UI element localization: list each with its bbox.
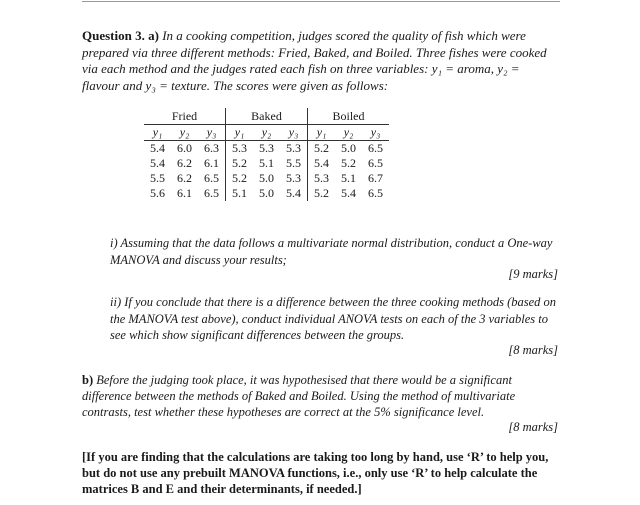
group-boiled: Boiled (308, 108, 390, 125)
group-baked: Baked (226, 108, 308, 125)
part-b-marks: [8 marks] (508, 420, 558, 434)
question-label: Question 3. (82, 28, 145, 43)
table-cell: 5.0 (341, 141, 356, 155)
table-cell: 5.2 (314, 186, 329, 200)
top-rule (82, 1, 560, 2)
table-cell: 5.4 (150, 156, 165, 170)
group-fried: Fried (144, 108, 226, 125)
var-header: y₁ (226, 125, 254, 141)
scores-table (144, 108, 389, 201)
table-cell: 5.2 (314, 141, 329, 155)
table-cell: 5.3 (314, 171, 329, 185)
table-cell: 6.5 (198, 171, 226, 186)
table-cell: 5.1 (232, 186, 247, 200)
var-header: y₁ (144, 125, 171, 141)
var-header: y₂ (171, 125, 198, 141)
table-cell: 5.3 (280, 171, 308, 186)
table-cell: 5.3 (280, 141, 308, 157)
part-i-text: i) Assuming that the data follows a multivariate normal distribution, conduct a One-way MANOVA and discuss your results; (110, 236, 553, 267)
group-header-row (144, 108, 389, 125)
question-intro (82, 28, 560, 94)
table-cell: 5.3 (259, 141, 274, 155)
table-cell: 5.0 (259, 171, 274, 185)
table-cell: 6.3 (198, 141, 226, 157)
table-cell: 6.5 (368, 186, 383, 200)
part-b-text: Before the judging took place, it was hypothesised that there would be a significant difference between the methods of Baked and Boiled. Using the method of multivariate contrasts, test whether these hypotheses are correct at the 5% significance level. (82, 373, 516, 419)
table-row (144, 171, 389, 186)
table-cell: 6.7 (368, 171, 383, 185)
table-cell: 6.5 (368, 156, 383, 170)
question-text: In a cooking competition, judges scored the quality of fish which were prepared via three different methods: Fried, Baked, and Boiled. Three fishes were cooked via each method and the judges rated each fish on three variables: y₁ = aroma, y₂ = flavour and y₃ = texture. The scores were given as follows: (82, 28, 547, 93)
table-cell: 5.6 (150, 186, 165, 200)
table-cell: 5.4 (314, 156, 329, 170)
table-cell: 6.1 (177, 186, 192, 200)
table-cell: 5.1 (259, 156, 274, 170)
table-body (144, 141, 389, 202)
table-cell: 5.5 (280, 156, 308, 171)
var-header: y₃ (280, 125, 308, 141)
table-row (144, 141, 389, 157)
var-header: y₂ (253, 125, 280, 141)
table-cell: 5.2 (232, 171, 247, 185)
table-cell: 5.4 (341, 186, 356, 200)
table-cell: 6.0 (177, 141, 192, 155)
part-ii-text: ii) If you conclude that there is a difference between the three cooking methods (based on the MANOVA test above), conduct individual ANOVA tests on each of the 3 variables to see which show significant differences between the groups. (110, 295, 557, 342)
var-header: y₃ (362, 125, 389, 141)
table-cell: 5.3 (232, 141, 247, 155)
part-i-marks: [9 marks] (508, 267, 558, 281)
var-header: y₁ (308, 125, 336, 141)
table-cell: 5.5 (150, 171, 165, 185)
part-b (82, 372, 560, 420)
part-ii-marks: [8 marks] (508, 343, 558, 357)
footnote: [If you are finding that the calculations are taking too long by hand, use ‘R’ to help you, but do not use any prebuilt MANOVA functions, i.e., only use ‘R’ to help calculate the matrices B and E and their determinants, if needed.] (82, 450, 549, 496)
table-cell: 5.0 (259, 186, 274, 200)
var-header: y₃ (198, 125, 226, 141)
variable-header-row (144, 125, 389, 141)
table-row (144, 186, 389, 201)
table-row (144, 156, 389, 171)
table-cell: 5.4 (280, 186, 308, 201)
var-header: y₂ (335, 125, 362, 141)
table-cell: 5.2 (232, 156, 247, 170)
table-cell: 5.1 (341, 171, 356, 185)
table-cell: 6.1 (198, 156, 226, 171)
table-cell: 5.2 (341, 156, 356, 170)
table-cell: 6.2 (177, 156, 192, 170)
table-cell: 6.2 (177, 171, 192, 185)
part-a-label: a) (148, 28, 159, 43)
table-cell: 5.4 (150, 141, 165, 155)
table-cell: 6.5 (198, 186, 226, 201)
part-b-label: b) (82, 373, 94, 387)
table-cell: 6.5 (368, 141, 383, 155)
